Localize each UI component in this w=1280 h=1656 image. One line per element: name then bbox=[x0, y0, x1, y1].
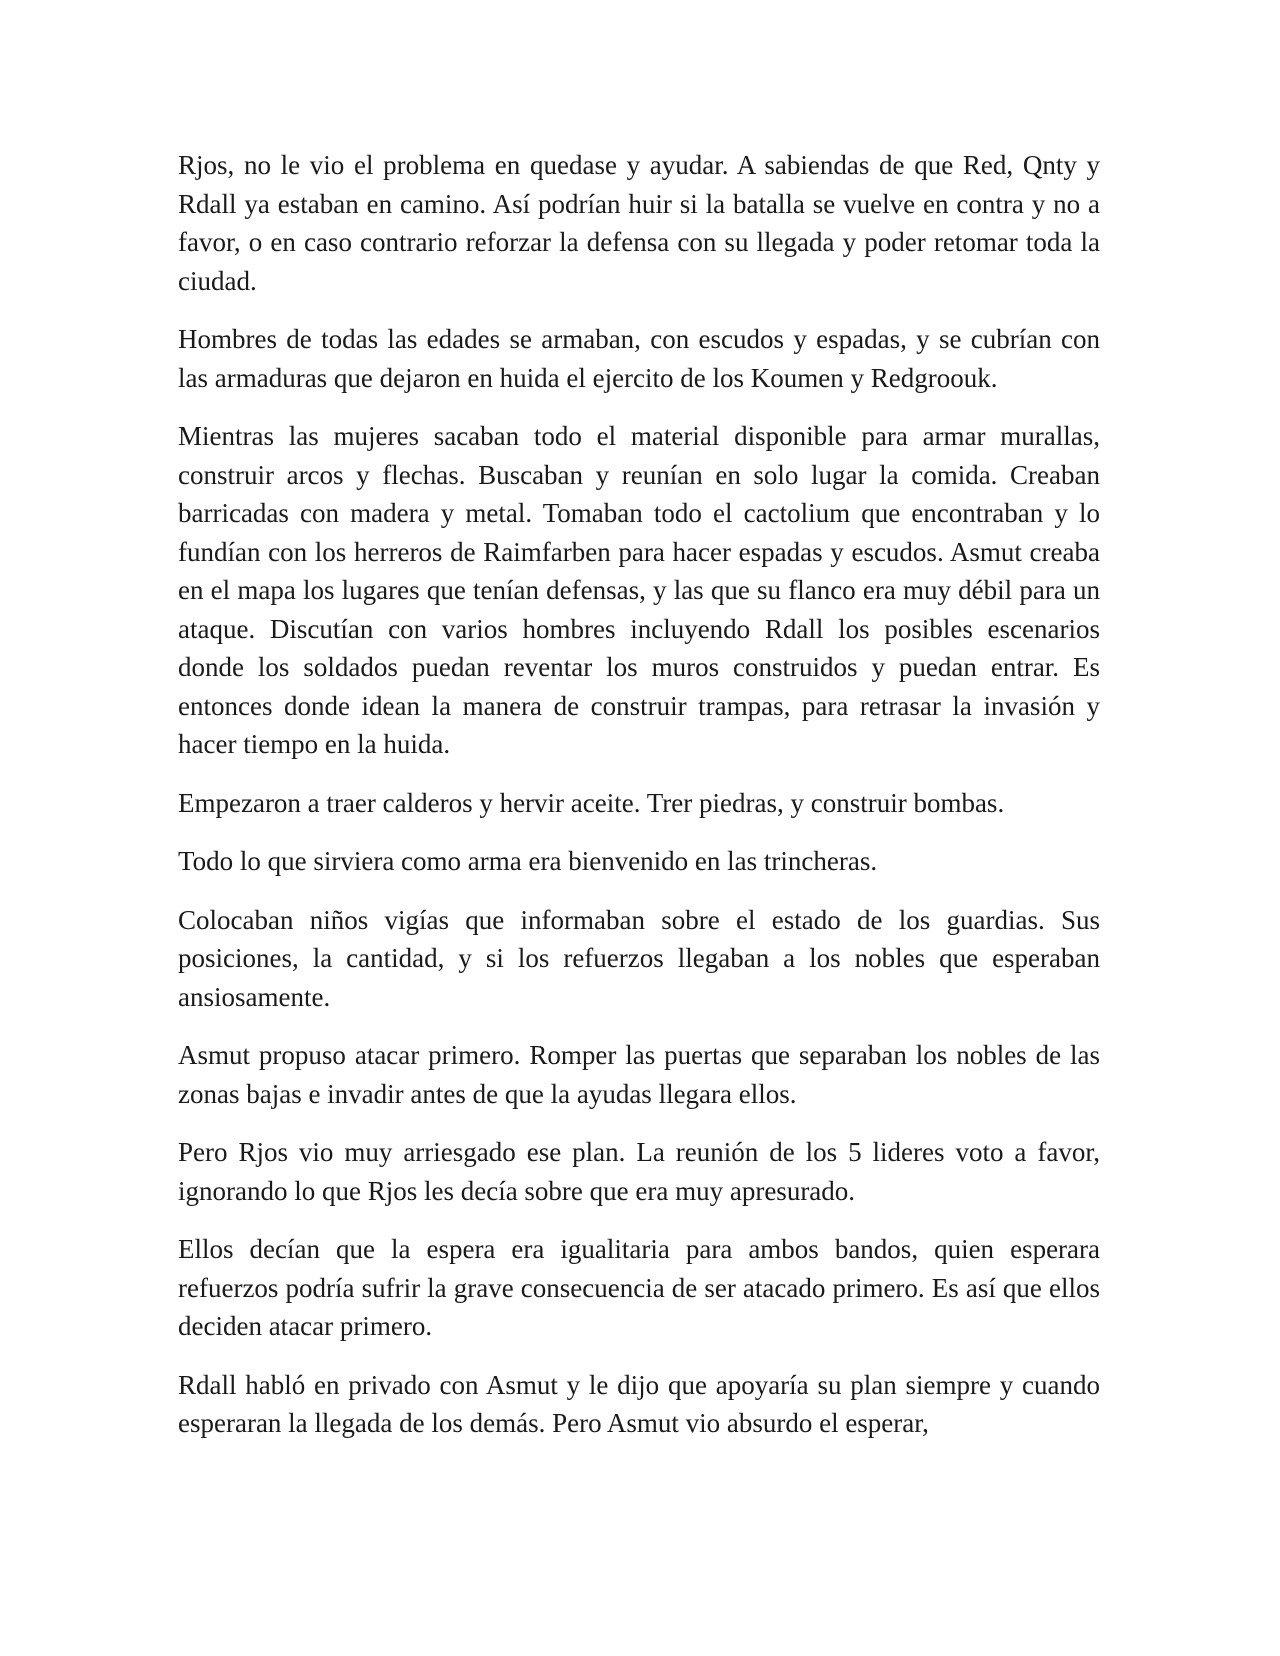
paragraph-8: Pero Rjos vio muy arriesgado ese plan. La reunión de los 5 lideres voto a favor, ignorando lo que Rjos les decía sobre que era muy apresurado. bbox=[178, 1137, 1100, 1206]
paragraph-4: Empezaron a traer calderos y hervir aceite. Trer piedras, y construir bombas. bbox=[178, 787, 1005, 818]
paragraph-9: Ellos decían que la espera era igualitaria para ambos bandos, quien esperara refuerzos podría sufrir la grave consecuencia de ser atacado primero. Es así que ellos deciden atacar primero. bbox=[178, 1234, 1100, 1341]
paragraph-3: Mientras las mujeres sacaban todo el material disponible para armar murallas, construir arcos y flechas. Buscaban y reunían en solo lugar la comida. Creaban barricadas con madera y metal. Tomaban todo el cactolium que encontraban y lo fundían con los herreros de Raimfarben para hacer espadas y escudos. Asmut creaba en el mapa los lugares que tenían defensas, y las que su flanco era muy débil para un ataque. Discutían con varios hombres incluyendo Rdall los posibles escenarios donde los soldados puedan reventar los muros construidos y puedan entrar. Es entonces donde idean la manera de construir trampas, para retrasar la invasión y hacer tiempo en la huida. bbox=[178, 421, 1100, 759]
paragraph-5: Todo lo que sirviera como arma era bienvenido en las trincheras. bbox=[178, 846, 878, 876]
body-text bbox=[178, 146, 1100, 1463]
paragraph-2: Hombres de todas las edades se armaban, con escudos y espadas, y se cubrían con las armaduras que dejaron en huida el ejercito de los Koumen y Redgroouk. bbox=[178, 324, 1100, 393]
paragraph-10: Rdall habló en privado con Asmut y le dijo que apoyaría su plan siempre y cuando esperaran la llegada de los demás. Pero Asmut vio absurdo el esperar, bbox=[178, 1369, 1100, 1438]
paragraph-1: Rjos, no le vio el problema en quedase y ayudar. A sabiendas de que Red, Qnty y Rdall ya estaban en camino. Así podrían huir si la batalla se vuelve en contra y no a favor, o en caso contrario reforzar la defensa con su llegada y poder retomar toda la ciudad. bbox=[178, 150, 1100, 296]
paragraph-6: Colocaban niños vigías que informaban sobre el estado de los guardias. Sus posiciones, la cantidad, y si los refuerzos llegaban a los nobles que esperaban ansiosamente. bbox=[178, 904, 1100, 1012]
paragraph-7: Asmut propuso atacar primero. Romper las puertas que separaban los nobles de las zonas bajas e invadir antes de que la ayudas llegara ellos. bbox=[178, 1040, 1100, 1109]
